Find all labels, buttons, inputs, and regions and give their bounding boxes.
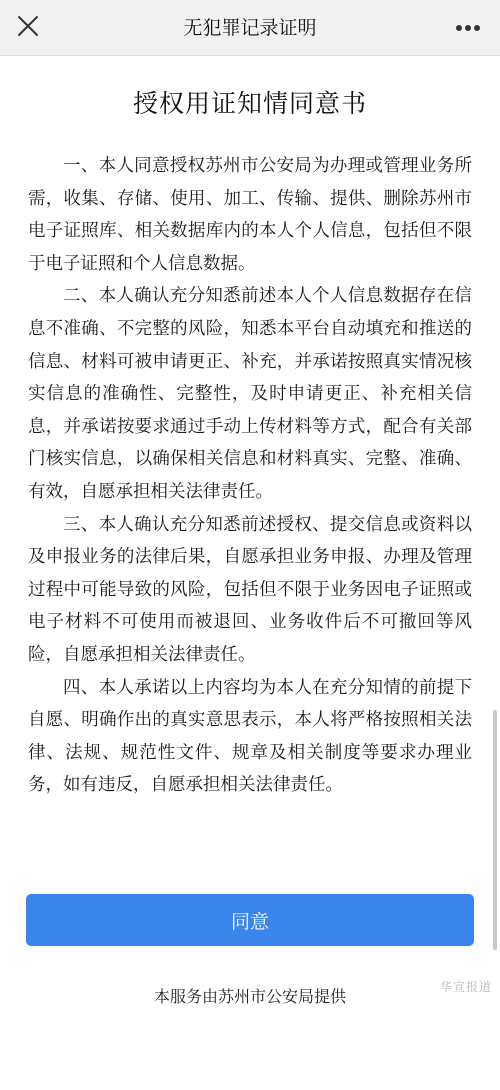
- document-body: [28, 150, 472, 802]
- watermark: 华宣报道: [439, 980, 492, 994]
- nav-bar: [0, 0, 500, 56]
- more-icon: [455, 24, 481, 32]
- paragraph-1: 一、本人同意授权苏州市公安局为办理或管理业务所需，收集、存储、使用、加工、传输、提供、删除苏州市电子证照库、相关数据库内的本人个人信息，包括但不限于电子证照和个人信息数据。: [28, 156, 472, 274]
- document-title: 授权用证知情同意书: [132, 89, 367, 118]
- close-button[interactable]: [8, 6, 48, 46]
- agree-button[interactable]: 同意: [26, 894, 474, 946]
- close-icon: [17, 15, 39, 37]
- paragraph-4: 四、本人承诺以上内容均为本人在充分知情的前提下自愿、明确作出的真实意思表示，本人将严格按照相关法律、法规、规范性文件、规章及相关制度等要求办理业务，如有违反，自愿承担相关法律责任。: [28, 677, 472, 796]
- more-button[interactable]: [448, 8, 488, 48]
- page-title: 无犯罪记录证明: [183, 17, 317, 39]
- scrollbar[interactable]: [493, 710, 497, 950]
- paragraph-3: 三、本人确认充分知悉前述授权、提交信息或资料以及申报业务的法律后果，自愿承担业务申报、办理及管理过程中可能导致的风险，包括但不限于业务因电子证照或电子材料不可使用而被退回、业务收件后不可撤回等风险，自愿承担相关法律责任。: [28, 514, 472, 665]
- footer-provider-text: 本服务由苏州市公安局提供: [153, 987, 346, 1006]
- paragraph-2: 二、本人确认充分知悉前述本人个人信息数据存在信息不准确、不完整的风险，知悉本平台自动填充和推送的信息、材料可被申请更正、补充，并承诺按照真实情况核实信息的准确性、完整性，及时申请更正、补充相关信息，并承诺按要求通过手动上传材料等方式，配合有关部门核实信息，以确保相关信息和材料真实、完整、准确、有效，自愿承担相关法律责任。: [28, 286, 472, 502]
